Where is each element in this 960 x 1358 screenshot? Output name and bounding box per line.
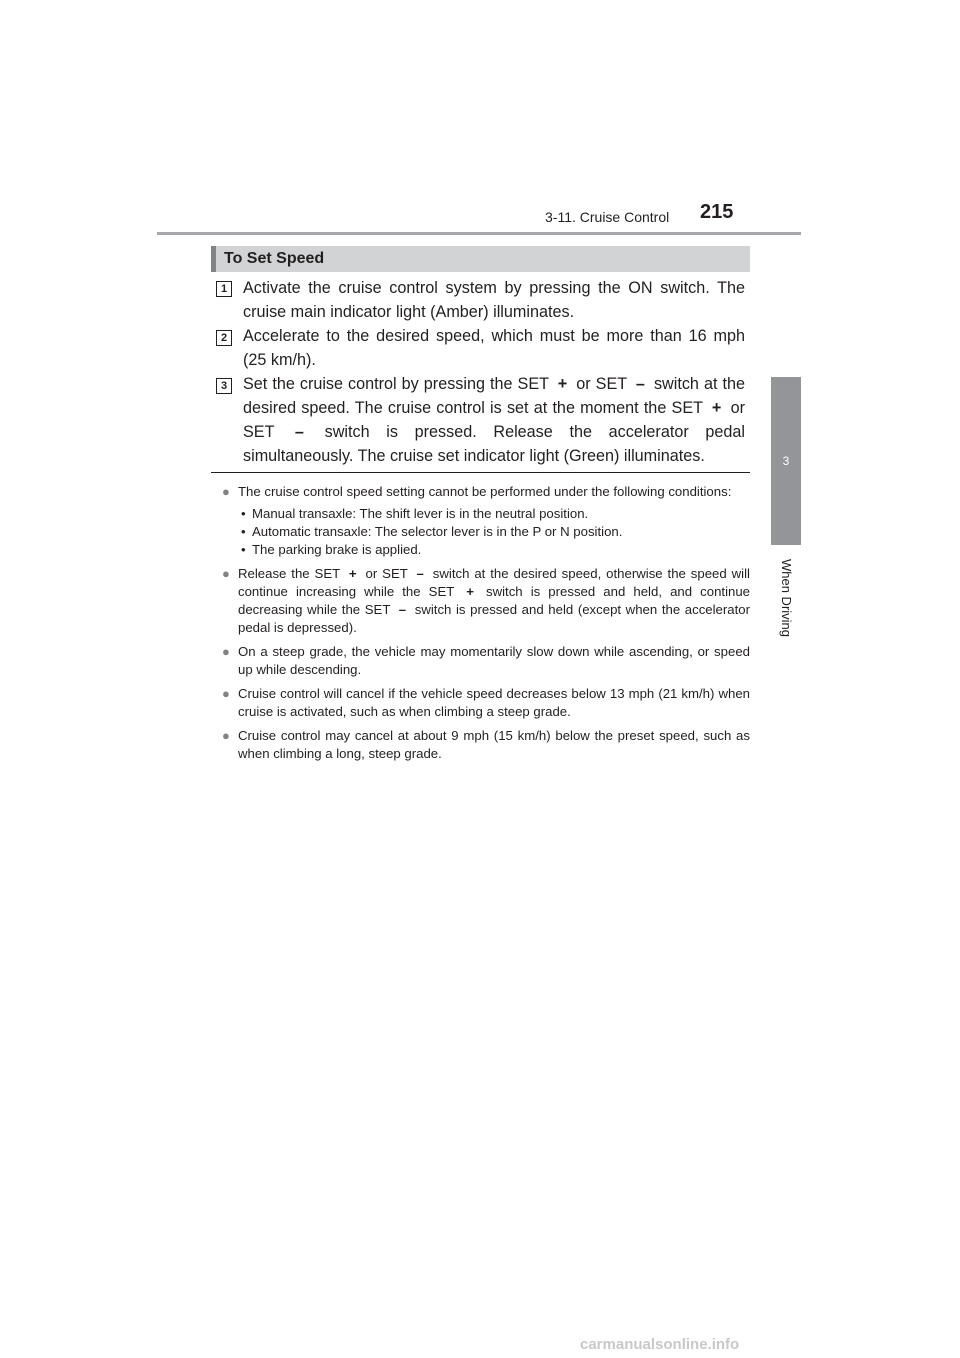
note-item [222, 565, 750, 637]
minus-icon: – [398, 602, 407, 617]
page-number: 215 [700, 201, 734, 223]
minus-icon: – [416, 566, 424, 581]
note-item [222, 685, 750, 721]
minus-icon: – [294, 423, 304, 441]
list-item [238, 541, 750, 559]
chapter-tab-number: 3 [782, 454, 790, 468]
note-item [222, 727, 750, 763]
note-2-text-b: or SET [365, 566, 408, 581]
step-1-badge: 1 [216, 281, 232, 297]
step-3-text-e: switch is pressed. Release the accelerator pedal simultaneously. The cruise set indicator light (Green) illuminates. [243, 423, 746, 465]
sub-item-text: Manual transaxle: The shift lever is in the neutral position. [252, 506, 589, 521]
chapter-tab-label: When Driving [779, 558, 794, 638]
note-3-text: On a steep grade, the vehicle may momentarily slow down while ascending, or speed up while descending. [238, 644, 750, 677]
step-3-badge: 3 [216, 378, 232, 394]
note-2-text-e: switch is pressed and held (except when the accelerator pedal is depressed). [238, 602, 751, 635]
dot-icon: • [241, 542, 246, 557]
list-item [238, 505, 750, 523]
bullet-icon: ● [222, 484, 230, 499]
notes-list [222, 483, 750, 769]
header-section-title: 3-11. Cruise Control [545, 209, 670, 225]
note-2-text-d: switch is pressed and held, and continue decreasing while the SET [238, 584, 751, 617]
plus-icon: + [711, 399, 722, 417]
minus-icon: – [635, 375, 645, 393]
note-1-text: The cruise control speed setting cannot be performed under the following conditions: [238, 484, 732, 499]
note-2-text-a: Release the SET [238, 566, 340, 581]
step-3-text-a: Set the cruise control by pressing the SET [243, 375, 549, 393]
plus-icon: + [557, 375, 568, 393]
sub-item-text: Automatic transaxle: The selector lever is in the P or N position. [252, 524, 623, 539]
header-rule [157, 232, 801, 235]
step-2-badge: 2 [216, 330, 232, 346]
plus-icon: + [466, 584, 474, 599]
section-title-bar [211, 246, 750, 272]
sub-item-text: The parking brake is applied. [252, 542, 422, 557]
list-item [238, 523, 750, 541]
footer-watermark: carmanualsonline.info [580, 1336, 740, 1353]
note-4-text: Cruise control will cancel if the vehicle speed decreases below 13 mph (21 km/h) when cruise is activated, such as when climbing a steep grade. [238, 686, 750, 719]
note-5-text: Cruise control may cancel at about 9 mph (15 km/h) below the preset speed, such as when climbing a long, steep grade. [238, 728, 750, 761]
note-item [222, 483, 750, 559]
notes-divider [211, 472, 750, 473]
step-1-text: Activate the cruise control system by pressing the ON switch. The cruise main indicator light (Amber) illuminates. [243, 279, 745, 321]
note-2-text-c: switch at the desired speed, otherwise the speed will continue increasing while the SET [238, 566, 750, 599]
bullet-icon: ● [222, 686, 230, 701]
section-title: To Set Speed [224, 250, 325, 267]
step-3-text-c: switch at the desired speed. The cruise control is set at the moment the SET [243, 375, 745, 417]
note-item [222, 643, 750, 679]
step-3-text [243, 372, 745, 468]
step-3-text-b: or SET [576, 375, 627, 393]
bullet-icon: ● [222, 728, 230, 743]
step-3-text-d: or SET [243, 399, 745, 441]
bullet-icon: ● [222, 644, 230, 659]
dot-icon: • [241, 524, 246, 539]
plus-icon: + [348, 566, 357, 581]
note-1-sublist [238, 505, 750, 559]
step-2-text: Accelerate to the desired speed, which must be more than 16 mph (25 km/h). [243, 327, 745, 369]
bullet-icon: ● [222, 566, 230, 581]
dot-icon: • [241, 506, 246, 521]
